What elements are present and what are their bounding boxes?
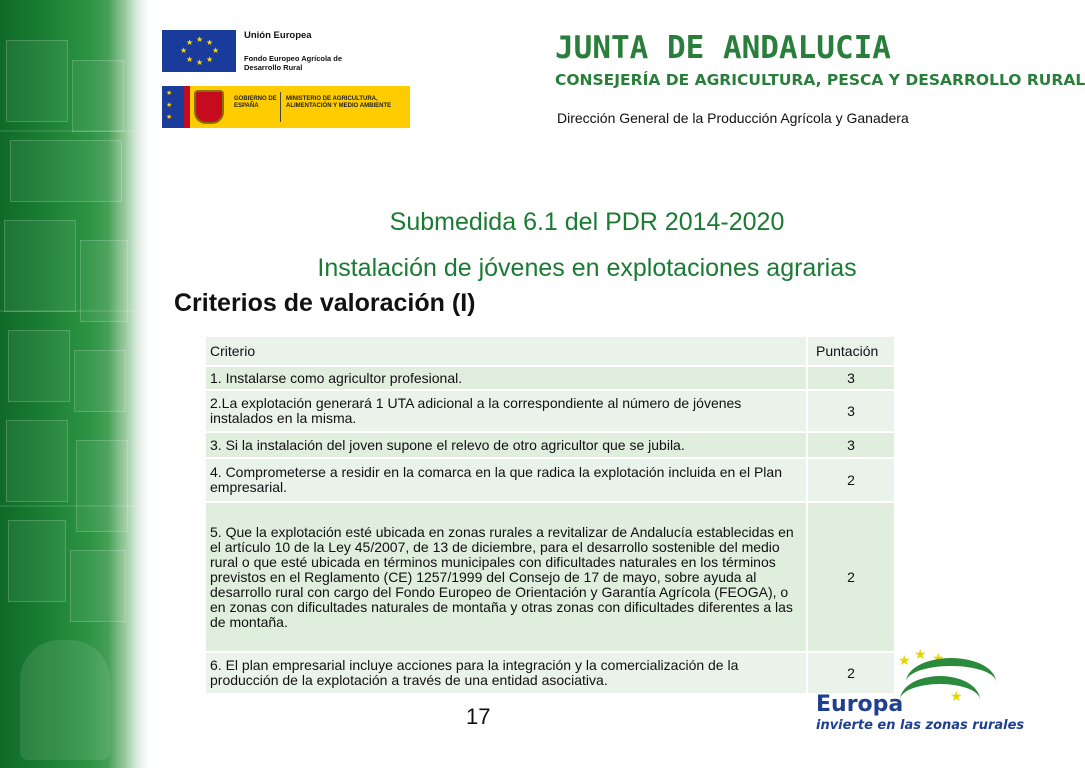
eu-logo-title: Unión Europea bbox=[244, 30, 312, 41]
criteria-table bbox=[204, 335, 896, 695]
puntos-cell: 2 bbox=[807, 458, 895, 502]
criterio-cell: 6. El plan empresarial incluye acciones para la integración y la comercialización de la producción de la explotación a través de una entidad asociativa. bbox=[205, 652, 807, 694]
europa-name: Europa bbox=[816, 692, 904, 717]
coat-of-arms-icon bbox=[194, 90, 224, 124]
star-icon: ★ bbox=[898, 652, 911, 668]
table-row bbox=[205, 652, 895, 694]
green-band-icon bbox=[900, 676, 980, 724]
puntos-cell: 3 bbox=[807, 390, 895, 432]
slide-subtitle: Instalación de jóvenes en explotaciones agrarias bbox=[317, 254, 857, 282]
eu-stars-icon: ★ ★ ★ bbox=[162, 86, 184, 128]
table-row bbox=[205, 366, 895, 390]
puntos-cell: 2 bbox=[807, 502, 895, 652]
section-heading: Criterios de valoración (I) bbox=[174, 289, 476, 317]
star-icon: ★ bbox=[932, 650, 945, 666]
ministry-label: MINISTERIO DE AGRICULTURA, ALIMENTACIÓN Y MEDIO AMBIENTE bbox=[286, 96, 392, 109]
star-icon: ★ bbox=[950, 688, 963, 704]
government-label: GOBIERNO DE ESPAÑA bbox=[234, 96, 277, 109]
decorative-sidebar bbox=[0, 0, 148, 768]
junta-subtitle: CONSEJERÍA DE AGRICULTURA, PESCA Y DESARROLLO RURAL bbox=[555, 71, 1085, 89]
europa-tagline: invierte en las zonas rurales bbox=[816, 718, 1025, 733]
junta-title: JUNTA DE ANDALUCIA bbox=[555, 30, 891, 66]
table-row bbox=[205, 458, 895, 502]
slide-title: Submedida 6.1 del PDR 2014-2020 bbox=[389, 208, 785, 236]
star-icon: ★ bbox=[914, 646, 927, 662]
header-puntuacion: Puntación bbox=[807, 336, 895, 366]
table-row bbox=[205, 390, 895, 432]
page-number: 17 bbox=[466, 704, 491, 729]
criterio-cell: 1. Instalarse como agricultor profesional. bbox=[205, 366, 807, 390]
direction-label: Dirección General de la Producción Agrícola y Ganadera bbox=[557, 110, 909, 126]
puntos-cell: 3 bbox=[807, 432, 895, 458]
criterio-cell: 3. Si la instalación del joven supone el relevo de otro agricultor que se jubila. bbox=[205, 432, 807, 458]
eu-flag-icon: ★ ★ ★ ★ ★ ★ ★ ★ bbox=[162, 30, 236, 72]
puntos-cell: 2 bbox=[807, 652, 895, 694]
spain-ministry-logo bbox=[162, 86, 410, 128]
eu-logo bbox=[162, 30, 402, 74]
eu-logo-subtitle: Fondo Europeo Agrícola de Desarrollo Rural bbox=[244, 54, 343, 72]
table-row bbox=[205, 432, 895, 458]
table-header-row bbox=[205, 336, 895, 366]
figure-illustration bbox=[20, 640, 110, 760]
header-criterio: Criterio bbox=[205, 336, 807, 366]
criterio-cell: 4. Comprometerse a residir en la comarca en la que radica la explotación incluida en el Plan empresarial. bbox=[205, 458, 807, 502]
criterio-cell: 2.La explotación generará 1 UTA adicional a la correspondiente al número de jóvenes instalados en la misma. bbox=[205, 390, 807, 432]
puntos-cell: 3 bbox=[807, 366, 895, 390]
table-row bbox=[205, 502, 895, 652]
europa-logo bbox=[814, 640, 1025, 740]
criterio-cell: 5. Que la explotación esté ubicada en zonas rurales a revitalizar de Andalucía establecidas en el artículo 10 de la Ley 45/2007, de 13 de diciembre, para el desarrollo sostenible del medio rural o que esté ubicada en términos municipales con dificultades naturales en los términos previstos en el Reglamento (CE) 1257/1999 del Consejo de 17 de mayo, sobre ayuda al desarrollo rural con cargo del Fondo Europeo de Orientación y Garantía Agrícola (FEOGA), o en zonas con dificultades naturales de montaña y otras zonas con dificultades diferentes a las de montaña. bbox=[205, 502, 807, 652]
